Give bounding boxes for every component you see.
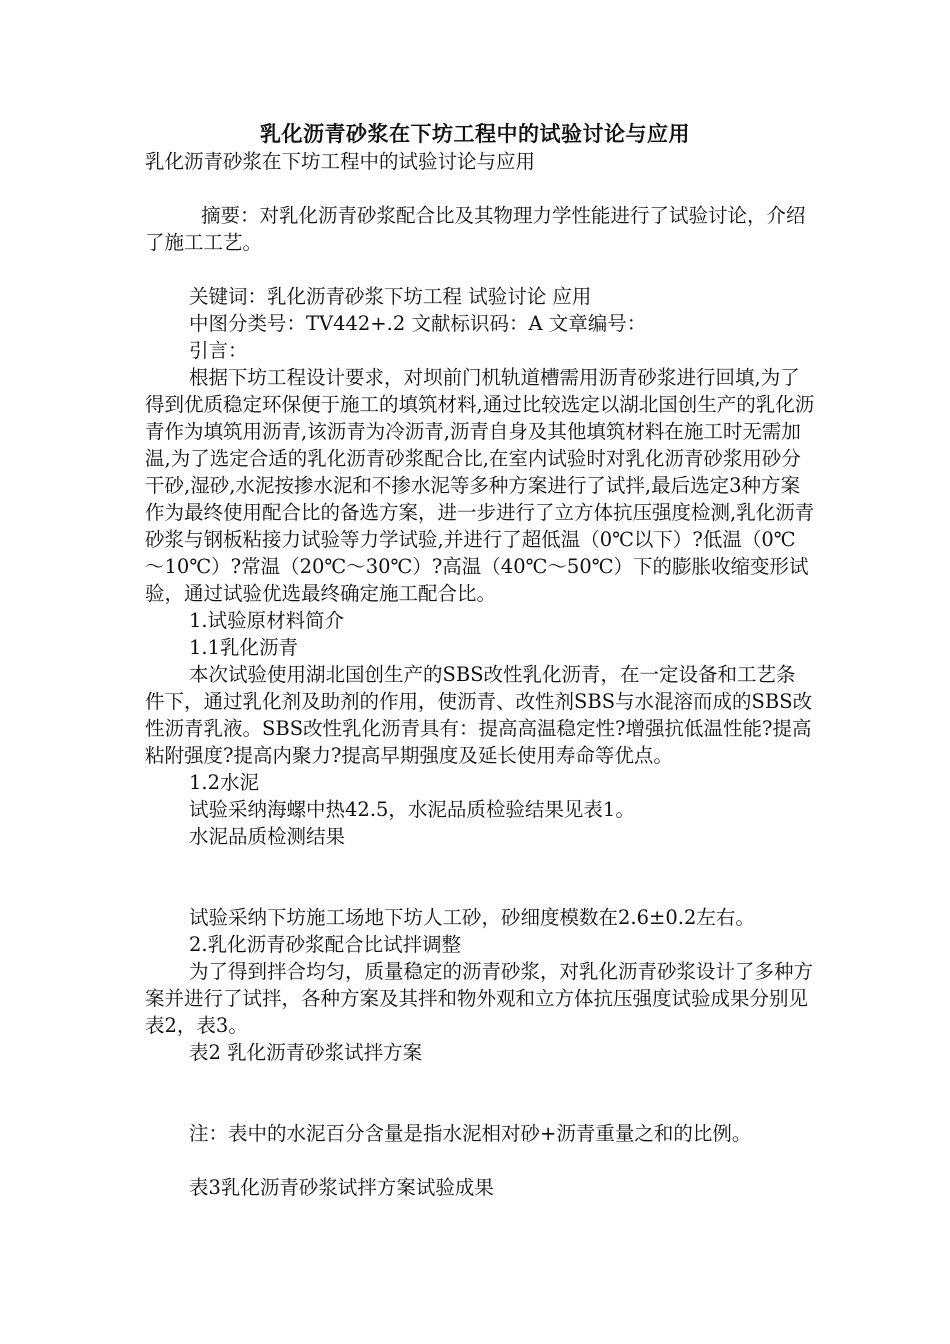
document-body [145,148,815,1201]
document-title: 乳化沥青砂浆在下坊工程中的试验讨论与应用 [260,121,690,146]
spacer [145,1066,815,1120]
section-1-2-paragraph: 试验采纳海螺中热42.5，水泥品质检验结果见表1。 [189,798,635,821]
section-2-heading: 2.乳化沥青砂浆配合比试拌调整 [189,933,462,956]
table-1-caption: 水泥品质检测结果 [189,825,346,848]
document-subtitle: 乳化沥青砂浆在下坊工程中的试验讨论与应用 [145,150,536,173]
spacer [145,175,815,202]
section-1-2-heading: 1.2水泥 [189,771,260,794]
spacer [145,850,815,904]
intro-paragraph: 根据下坊工程设计要求，对坝前门机轨道槽需用沥青砂浆进行回填,为了得到优质稳定环保便于施工的填筑材料,通过比较选定以湖北国创生产的乳化沥青作为填筑用沥青,该沥青为冷沥青,沥青自身及其他填筑材料在施工时无需加温,为了选定合适的乳化沥青砂浆配合比,在室内试验时对乳化沥青砂浆用砂分干砂,湿砂,水泥按掺水泥和不掺水泥等多种方案进行了试拌,最后选定3种方案作为最终使用配合比的备选方案，进一步进行了立方体抗压强度检测,乳化沥青砂浆与钢板粘接力试验等力学试验,并进行了超低温（0℃以下）?低温（0℃～10℃）?常温（20℃～30℃）?高温（40℃～50℃）下的膨胀收缩变形试验，通过试验优选最终确定施工配合比。 [145,366,815,605]
intro-heading: 引言： [189,339,248,362]
section-1-1-heading: 1.1乳化沥青 [189,636,299,659]
table-2-note: 注：表中的水泥百分含量是指水泥相对砂+沥青重量之和的比例。 [189,1122,752,1145]
section-2-paragraph: 为了得到拌合均匀，质量稳定的沥青砂浆，对乳化沥青砂浆设计了多种方案并进行了试拌，各种方案及其拌和物外观和立方体抗压强度试验成果分别见表2，表3。 [145,960,814,1037]
classification-line: 中图分类号：TV442+.2 文献标识码：A 文章编号： [189,312,647,335]
section-1-1-paragraph: 本次试验使用湖北国创生产的SBS改性乳化沥青，在一定设备和工艺条件下，通过乳化剂及助剂的作用，使沥青、改性剂SBS与水混溶而成的SBS改性沥青乳液。SBS改性乳化沥青具有：提高高温稳定性?增强抗低温性能?提高粘附强度?提高内聚力?提高早期强度及延长使用寿命等优点。 [145,663,813,767]
spacer [145,1147,815,1174]
spacer [145,256,815,283]
sand-paragraph: 试验采纳下坊施工场地下坊人工砂，砂细度模数在2.6±0.2左右。 [189,906,755,929]
abstract-paragraph: 摘要：对乳化沥青砂浆配合比及其物理力学性能进行了试验讨论，介绍了施工工艺。 [145,204,806,254]
keywords-line: 关键词：乳化沥青砂浆下坊工程 试验讨论 应用 [189,285,592,308]
table-3-caption: 表3乳化沥青砂浆试拌方案试验成果 [189,1176,494,1199]
section-1-heading: 1.试验原材料简介 [189,609,345,632]
table-2-caption: 表2 乳化沥青砂浆试拌方案 [189,1041,423,1064]
